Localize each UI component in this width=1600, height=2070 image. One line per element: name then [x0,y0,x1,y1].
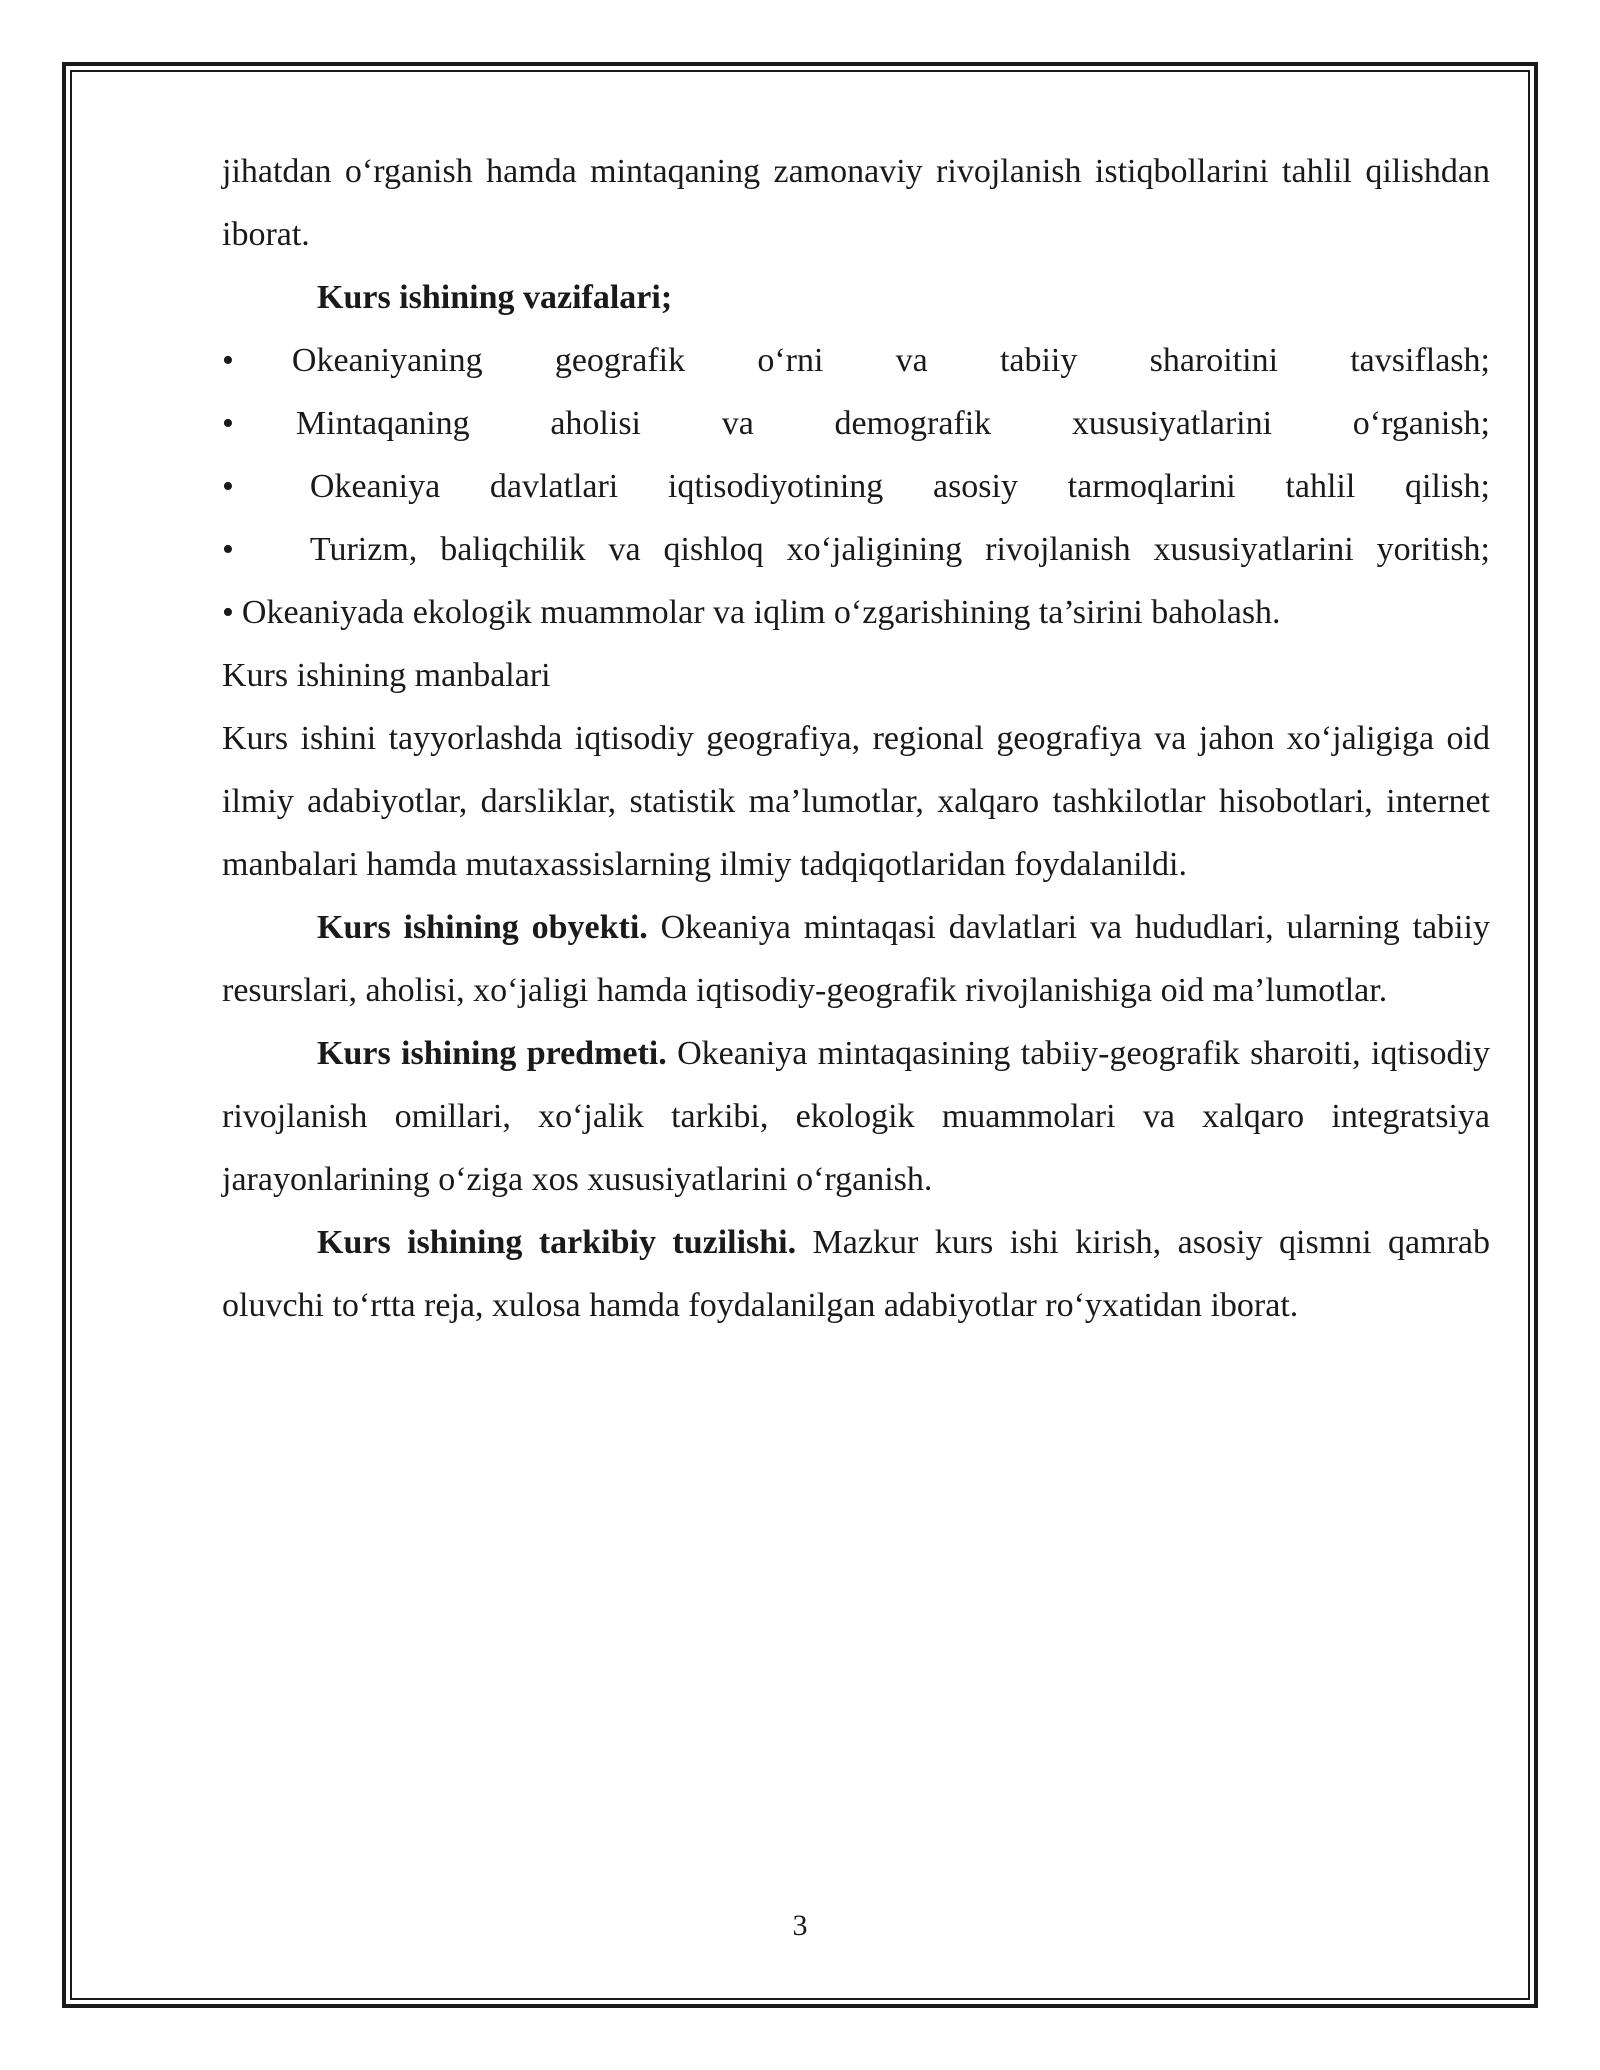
object-paragraph [222,896,1490,1022]
object-lead: Kurs ishining obyekti. [317,909,648,946]
sources-paragraph: Kurs ishini tayyorlashda iqtisodiy geografiya, regional geografiya va jahon xo‘jaligiga oid ilmiy adabiyotlar, darsliklar, statistik ma’lumotlar, xalqaro tashkilotlar hisobotlari, internet manbalari hamda mutaxassislarning ilmiy tadqiqotlaridan foydalanildi. [222,720,1490,883]
bullet-icon: • [222,531,234,568]
bullet-icon: • [222,468,234,505]
task-list-item [222,518,1490,581]
bullet-icon: • [222,594,234,631]
subject-text: Okeaniya mintaqasining tabiiy-geografik sharoiti, iqtisodiy rivojlanish omillari, xo‘jalik tarkibi, ekologik muammolari va xalqaro integratsiya jarayonlarining o‘ziga xos xususiyatlarini o‘rganish. [222,1035,1490,1198]
object-text: Okeaniya mintaqasi davlatlari va hududlari, ularning tabiiy resurslari, aholisi, xo‘jaligi hamda iqtisodiy-geografik rivojlanishiga oid ma’lumotlar. [222,909,1491,1009]
task-text: Mintaqaning aholisi va demografik xususiyatlarini o‘rganish; [295,405,1490,442]
structure-lead: Kurs ishining tarkibiy tuzilishi. [317,1224,797,1261]
tasks-heading: Kurs ishining vazifalari; [317,279,673,316]
bullet-icon: • [222,405,234,442]
task-list-item [222,329,1490,392]
structure-paragraph [222,1211,1490,1337]
subject-lead: Kurs ishining predmeti. [317,1035,667,1072]
task-list-item [222,581,1490,644]
page-body [222,140,1490,1337]
structure-text: Mazkur kurs ishi kirish, asosiy qismni qamrab oluvchi to‘rtta reja, xulosa hamda foydalanilgan adabiyotlar ro‘yxatidan iborat. [222,1224,1490,1324]
task-text: Okeaniyada ekologik muammolar va iqlim o‘zgarishining ta’sirini baholash. [241,594,1281,631]
task-list-item [222,392,1490,455]
sources-heading: Kurs ishining manbalari [222,657,551,694]
task-text: Okeaniyaning geografik o‘rni va tabiiy sharoitini tavsiflash; [291,342,1490,379]
page-number: 3 [792,1909,808,1942]
subject-paragraph [222,1022,1490,1211]
task-text: Okeaniya davlatlari iqtisodiyotining asosiy tarmoqlarini tahlil qilish; [309,468,1490,505]
bullet-icon: • [222,342,234,379]
task-list-item [222,455,1490,518]
task-text: Turizm, baliqchilik va qishloq xo‘jaligining rivojlanish xususiyatlarini yoritish; [309,531,1490,568]
intro-continuation-paragraph: jihatdan o‘rganish hamda mintaqaning zamonaviy rivojlanish istiqbollarini tahlil qilishdan iborat. [222,153,1490,253]
